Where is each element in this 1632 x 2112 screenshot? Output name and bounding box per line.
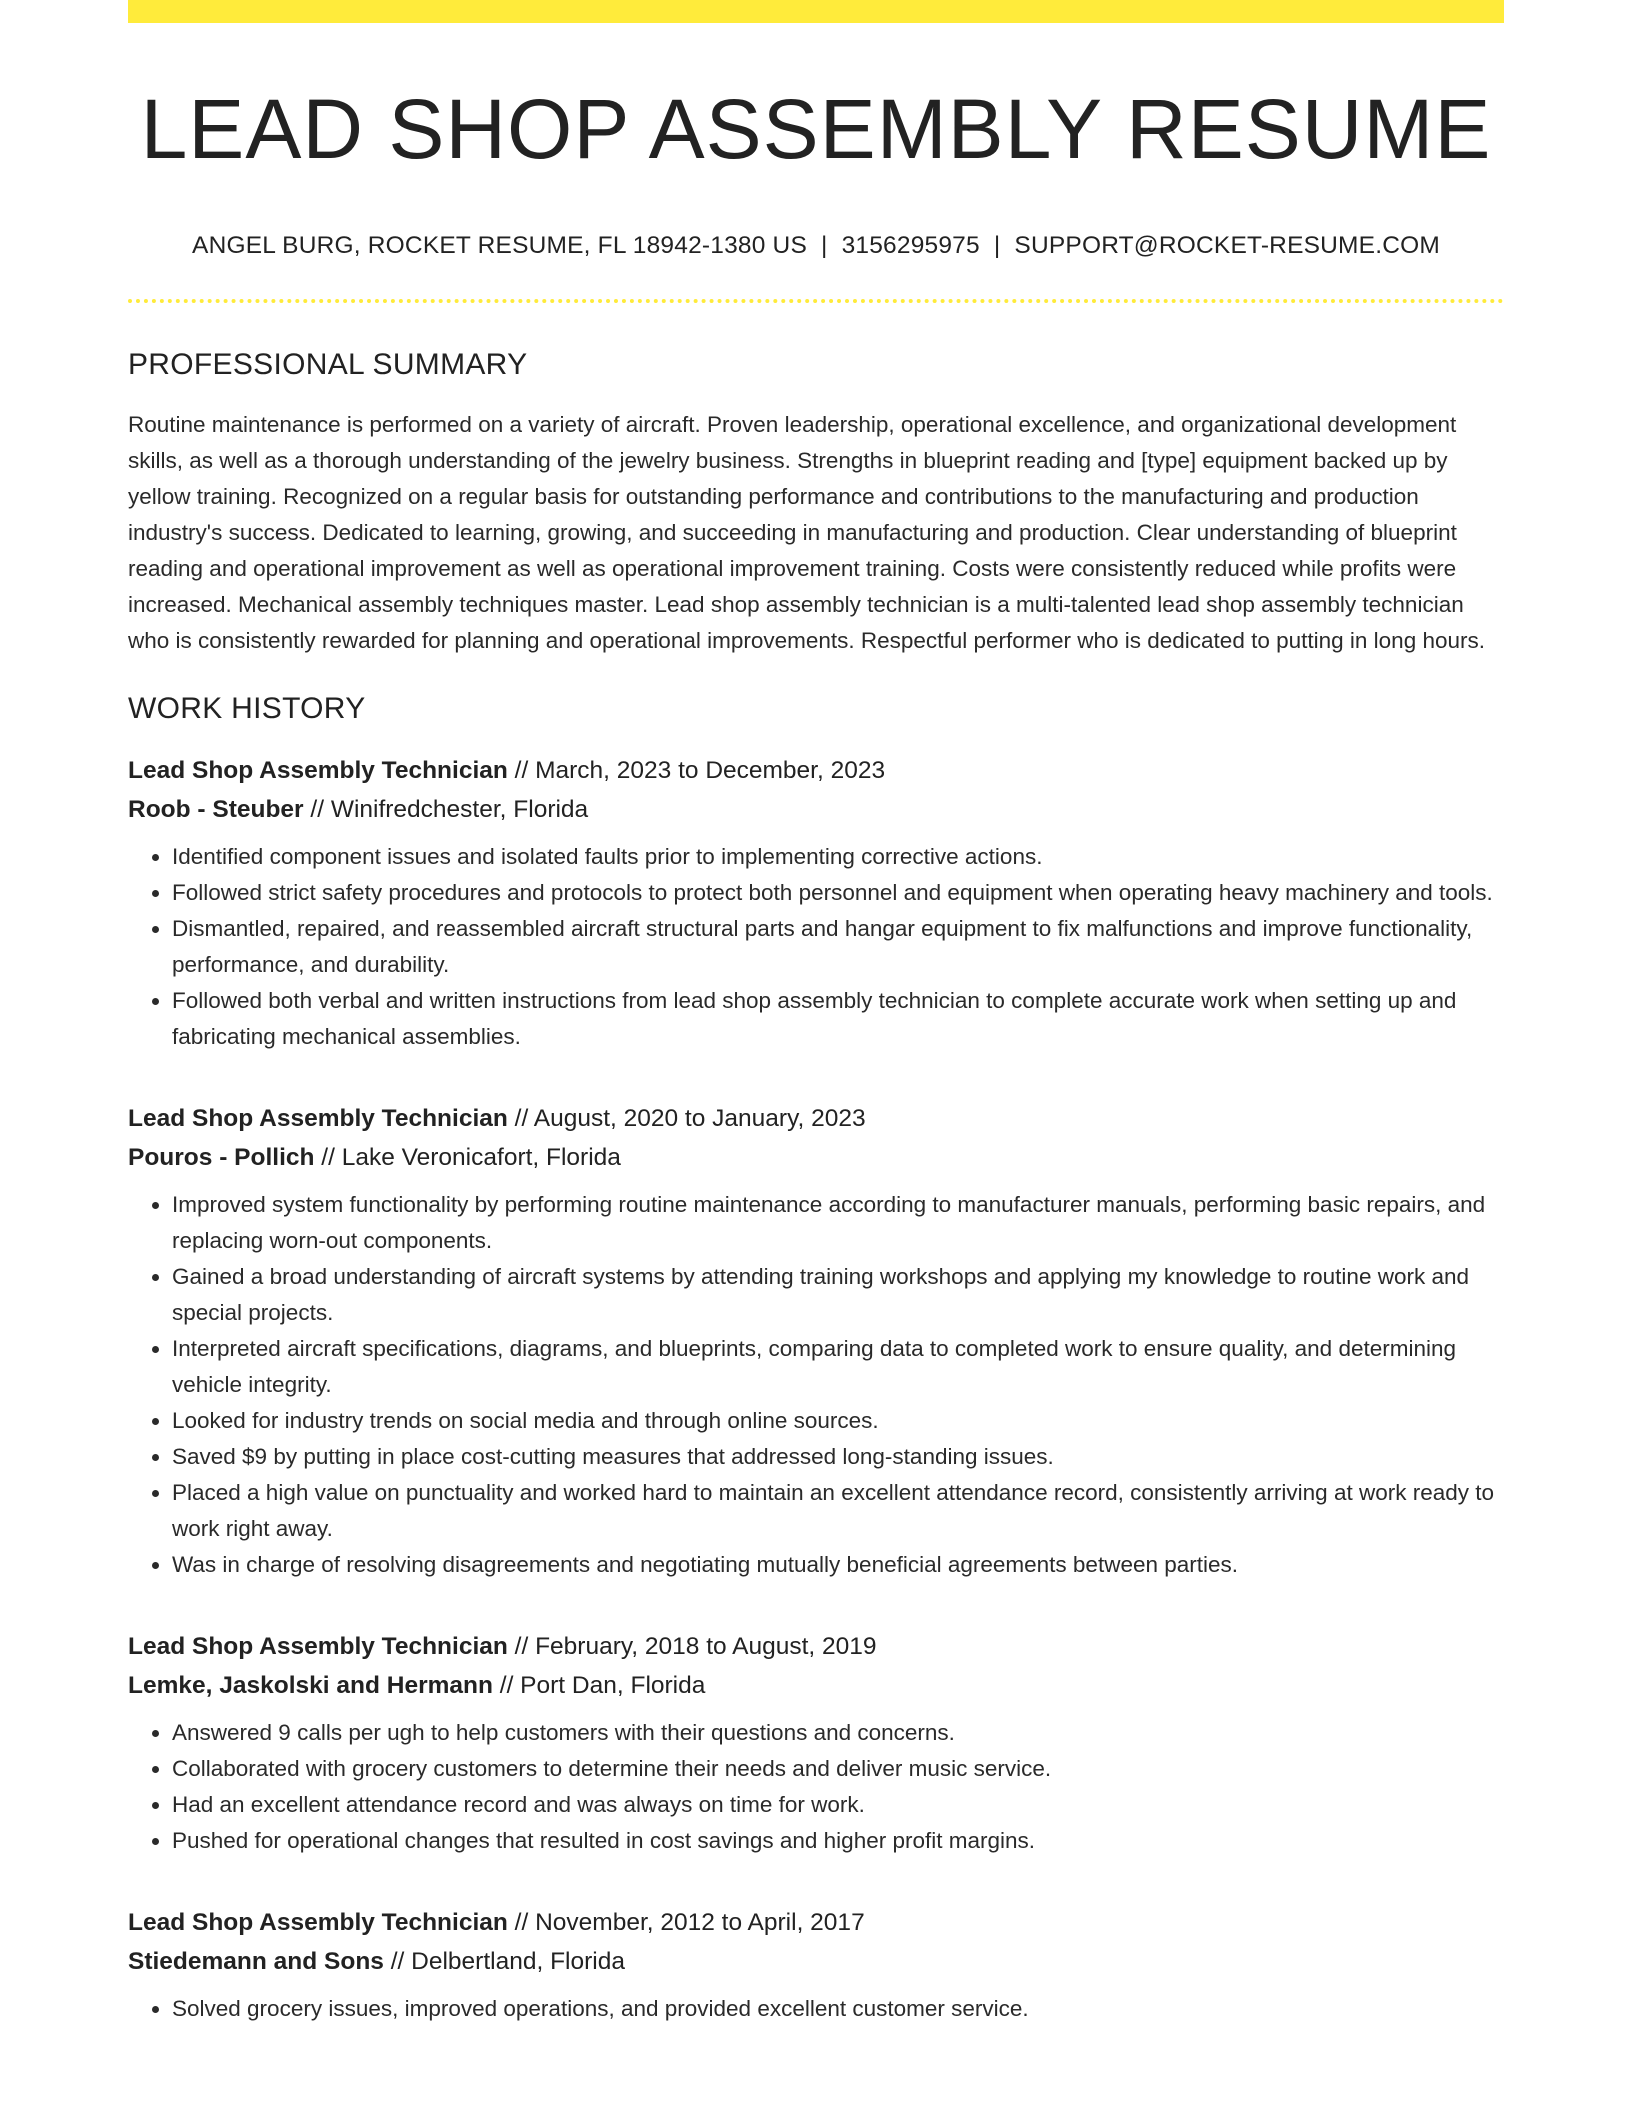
job-bullet: • Followed strict safety procedures and protocols to protect both personnel and equipment when operating heavy machinery and tools. [172,875,1504,911]
job-bullet: • Interpreted aircraft specifications, diagrams, and blueprints, comparing data to completed work to ensure quality, and determining vehicle integrity. [172,1331,1504,1403]
job-bullet: • Improved system functionality by performing routine maintenance according to manufacturer manuals, performing basic repairs, and replacing worn-out components. [172,1187,1504,1259]
job-company: Lemke, Jaskolski and Hermann [128,1671,493,1699]
work-history-list [128,751,1504,2027]
job-title-line [128,1903,1504,1942]
job-bullet: • Looked for industry trends on social media and through online sources. [172,1403,1504,1439]
job-entry [128,1903,1504,2027]
job-title: Lead Shop Assembly Technician [128,1632,508,1660]
job-location: // Winifredchester, Florida [303,795,589,823]
job-entry [128,1099,1504,1583]
work-history-heading: WORK HISTORY [128,691,366,725]
job-bullet-list [128,1187,1504,1583]
summary-text: Routine maintenance is performed on a variety of aircraft. Proven leadership, operational excellence, and organizational development skills, as well as a thorough understanding of the jewelry business. Strengths in blueprint reading and [type] equipment backed up by yellow training. Recognized on a regular basis for outstanding performance and contributions to the manufacturing and production industry's success. Dedicated to learning, growing, and succeeding in manufacturing and production. Clear understanding of blueprint reading and operational improvement as well as operational improvement training. Costs were consistently reduced while profits were increased. Mechanical assembly techniques master. Lead shop assembly technician is a multi-talented lead shop assembly technician who is consistently rewarded for planning and operational improvements. Respectful performer who is dedicated to putting in long hours. [128,411,1485,653]
contact-separator: | [821,232,828,260]
top-accent-bar [128,0,1504,23]
job-bullet: • Solved grocery issues, improved operations, and provided excellent customer service. [172,1991,1504,2027]
job-company: Roob - Steuber [128,795,304,823]
resume-title: LEAD SHOP ASSEMBLY RESUME [140,82,1492,176]
job-company: Stiedemann and Sons [128,1947,384,1975]
job-company: Pouros - Pollich [128,1143,315,1171]
job-company-line [128,790,1504,829]
contact-address: ANGEL BURG, ROCKET RESUME, FL 18942-1380 US [192,232,807,260]
job-location: // Lake Veronicafort, Florida [314,1143,621,1171]
job-bullet: • Was in charge of resolving disagreements and negotiating mutually beneficial agreements between parties. [172,1547,1504,1583]
job-location: // Delbertland, Florida [383,1947,625,1975]
job-title-line [128,1627,1504,1666]
job-dates: // August, 2020 to January, 2023 [507,1104,866,1132]
job-company-line [128,1138,1504,1177]
job-title-line [128,751,1504,790]
job-bullet-list [128,1991,1504,2027]
job-location: // Port Dan, Florida [492,1671,706,1699]
job-bullet-list [128,839,1504,1055]
job-bullet: • Identified component issues and isolated faults prior to implementing corrective actions. [172,839,1504,875]
job-title: Lead Shop Assembly Technician [128,756,508,784]
job-bullet: • Followed both verbal and written instructions from lead shop assembly technician to complete accurate work when setting up and fabricating mechanical assemblies. [172,983,1504,1055]
job-bullet-list [128,1715,1504,1859]
job-title: Lead Shop Assembly Technician [128,1104,508,1132]
job-company-line [128,1666,1504,1705]
job-dates: // November, 2012 to April, 2017 [507,1908,865,1936]
contact-separator: | [993,232,1001,260]
contact-email: SUPPORT@ROCKET-RESUME.COM [1014,232,1440,260]
job-dates: // February, 2018 to August, 2019 [507,1632,877,1660]
resume-page [128,0,1504,2027]
job-bullet: • Answered 9 calls per ugh to help customers with their questions and concerns. [172,1715,1504,1751]
contact-phone: 3156295975 [841,232,980,260]
contact-info [128,231,1504,260]
job-dates: // March, 2023 to December, 2023 [507,756,886,784]
job-title-line [128,1099,1504,1138]
job-bullet: • Saved $9 by putting in place cost-cutting measures that addressed long-standing issues. [172,1439,1504,1475]
job-bullet: • Gained a broad understanding of aircraft systems by attending training workshops and applying my knowledge to routine work and special projects. [172,1259,1504,1331]
job-bullet: • Dismantled, repaired, and reassembled aircraft structural parts and hangar equipment to fix malfunctions and improve functionality, performance, and durability. [172,911,1504,983]
job-bullet: • Pushed for operational changes that resulted in cost savings and higher profit margins. [172,1823,1504,1859]
job-company-line [128,1942,1504,1981]
summary-heading: PROFESSIONAL SUMMARY [128,347,528,381]
job-title: Lead Shop Assembly Technician [128,1908,508,1936]
job-bullet: • Had an excellent attendance record and was always on time for work. [172,1787,1504,1823]
job-entry [128,751,1504,1055]
job-bullet: • Placed a high value on punctuality and worked hard to maintain an excellent attendance record, consistently arriving at work ready to work right away. [172,1475,1504,1547]
header-divider [128,299,1504,303]
job-bullet: • Collaborated with grocery customers to determine their needs and deliver music service. [172,1751,1504,1787]
job-entry [128,1627,1504,1859]
